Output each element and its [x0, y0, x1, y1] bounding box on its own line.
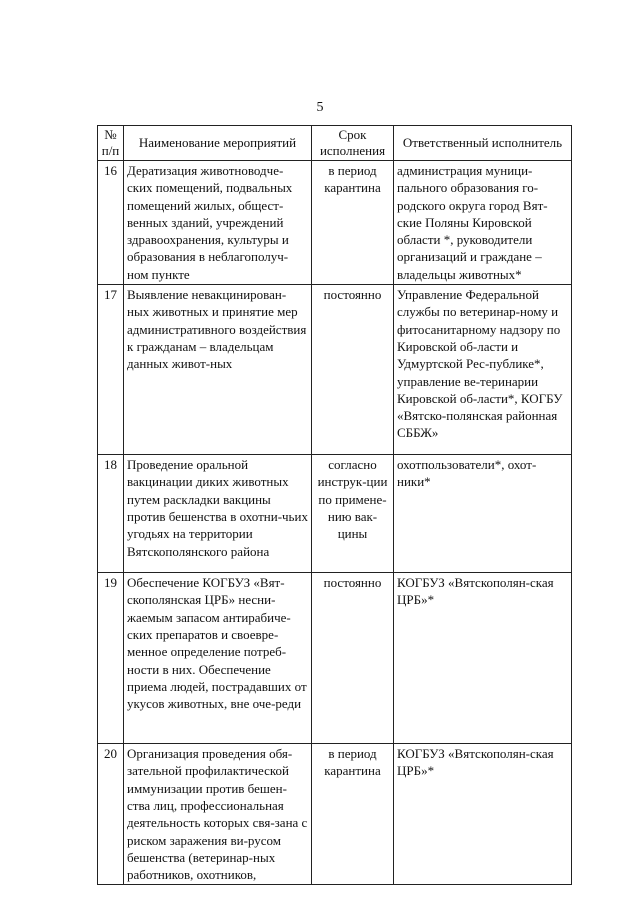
table-header-row	[98, 126, 572, 161]
page-number: 5	[316, 100, 324, 115]
header-executor: Ответственный исполнитель	[394, 126, 572, 161]
deadline-cell: постоянно	[312, 573, 394, 744]
deadline-cell: постоянно	[312, 285, 394, 455]
activities-table	[97, 125, 572, 885]
activity-cell: Дератизация животноводче-ских помещений, подвальных помещений жилых, общест-венных зданий, учреждений здравоохранения, культуры и образования в неблагополуч-ном пункте	[124, 161, 312, 285]
header-activity: Наименование мероприятий	[124, 126, 312, 161]
activity-cell: Проведение оральной вакцинации диких животных путем раскладки вакцины против бешенства в охотни-чьих угодьях на территории Вятскополянского района	[124, 455, 312, 573]
table-row	[98, 744, 572, 885]
header-deadline: Срок исполнения	[312, 126, 394, 161]
activity-cell: Организация проведения обя-зательной профилактической иммунизации против бешен-ства лиц, профессиональная деятельность которых свя-зана с риском заражения ви-русом бешенства (ветеринар-ных работников, охотников,	[124, 744, 312, 885]
table-row	[98, 573, 572, 744]
row-number: 19	[98, 573, 124, 744]
table-row	[98, 285, 572, 455]
executor-cell: КОГБУЗ «Вятскополян-ская ЦРБ»*	[394, 744, 572, 885]
deadline-cell: согласно инструк-ции по примене-нию вак-цины	[312, 455, 394, 573]
executor-cell: администрация муници-пального образования го-родского округа город Вят-ские Поляны Кировской области *, руководители организаций и граждане – владельцы животных*	[394, 161, 572, 285]
executor-cell: Управление Федеральной службы по ветеринар-ному и фитосанитарному надзору по Кировской об-ласти и Удмуртской Рес-публике*, управление ве-теринарии Кировской об-ласти*, КОГБУ «Вятско-полянская районная СББЖ»	[394, 285, 572, 455]
row-number: 16	[98, 161, 124, 285]
row-number: 20	[98, 744, 124, 885]
table-row	[98, 455, 572, 573]
deadline-cell: в период карантина	[312, 161, 394, 285]
header-num: № п/п	[98, 126, 124, 161]
table-row	[98, 161, 572, 285]
activity-cell: Выявление невакцинирован-ных животных и принятие мер административного воздействия к гражданам – владельцам данных живот-ных	[124, 285, 312, 455]
row-number: 18	[98, 455, 124, 573]
executor-cell: КОГБУЗ «Вятскополян-ская ЦРБ»*	[394, 573, 572, 744]
row-number: 17	[98, 285, 124, 455]
executor-cell: охотпользователи*, охот-ники*	[394, 455, 572, 573]
deadline-cell: в период карантина	[312, 744, 394, 885]
activity-cell: Обеспечение КОГБУЗ «Вят-скополянская ЦРБ» несни-жаемым запасом антирабиче-ских препаратов и своевре-менное определение потреб-ности в них. Обеспечение приема людей, пострадавших от укусов животных, вне оче-реди	[124, 573, 312, 744]
